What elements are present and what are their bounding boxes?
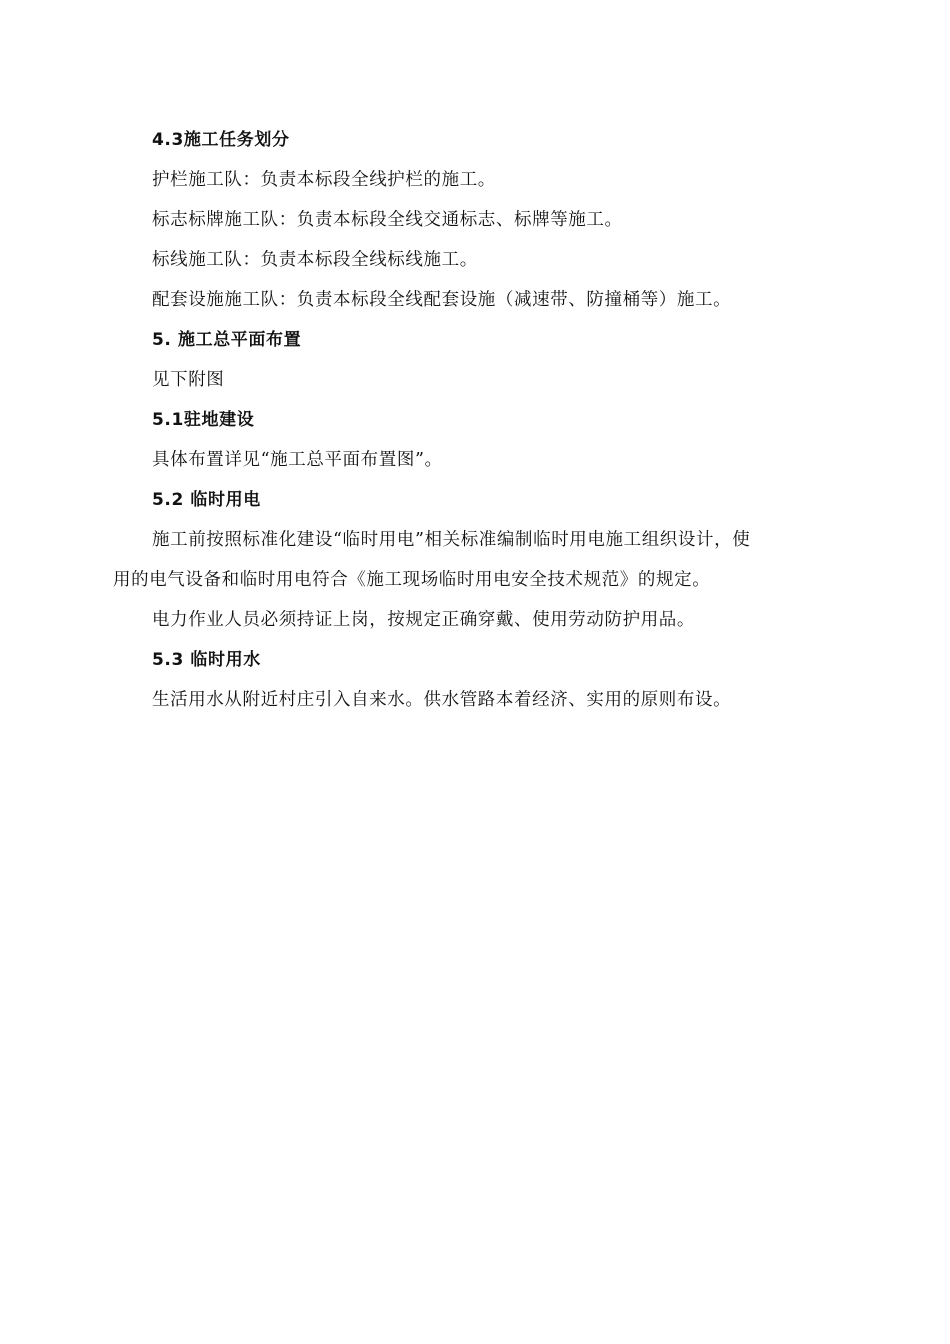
paragraph-guardrail-team: 护栏施工队：负责本标段全线护栏的施工。 <box>152 170 496 190</box>
section-heading-5: 5. 施工总平面布置 <box>152 330 302 350</box>
paragraph-sign-team: 标志标牌施工队：负责本标段全线交通标志、标牌等施工。 <box>152 210 623 230</box>
section-heading-5-2: 5.2 临时用电 <box>152 490 261 510</box>
section-heading-4-3: 4.3施工任务划分 <box>152 130 290 150</box>
paragraph-layout-detail: 具体布置详见“施工总平面布置图”。 <box>152 450 443 470</box>
paragraph-temp-power-line1: 施工前按照标准化建设“临时用电”相关标准编制临时用电施工组织设计，使 <box>152 530 751 550</box>
paragraph-electricians: 电力作业人员必须持证上岗，按规定正确穿戴、使用劳动防护用品。 <box>152 610 695 630</box>
section-heading-5-1: 5.1驻地建设 <box>152 410 255 430</box>
paragraph-marking-team: 标线施工队：负责本标段全线标线施工。 <box>152 250 478 270</box>
paragraph-temp-water: 生活用水从附近村庄引入自来水。供水管路本着经济、实用的原则布设。 <box>152 690 732 710</box>
section-heading-5-3: 5.3 临时用水 <box>152 650 261 670</box>
paragraph-facilities-team: 配套设施施工队：负责本标段全线配套设施（减速带、防撞桶等）施工。 <box>152 290 732 310</box>
paragraph-see-figure: 见下附图 <box>152 370 225 390</box>
paragraph-temp-power-line2: 用的电气设备和临时用电符合《施工现场临时用电安全技术规范》的规定。 <box>113 570 711 590</box>
